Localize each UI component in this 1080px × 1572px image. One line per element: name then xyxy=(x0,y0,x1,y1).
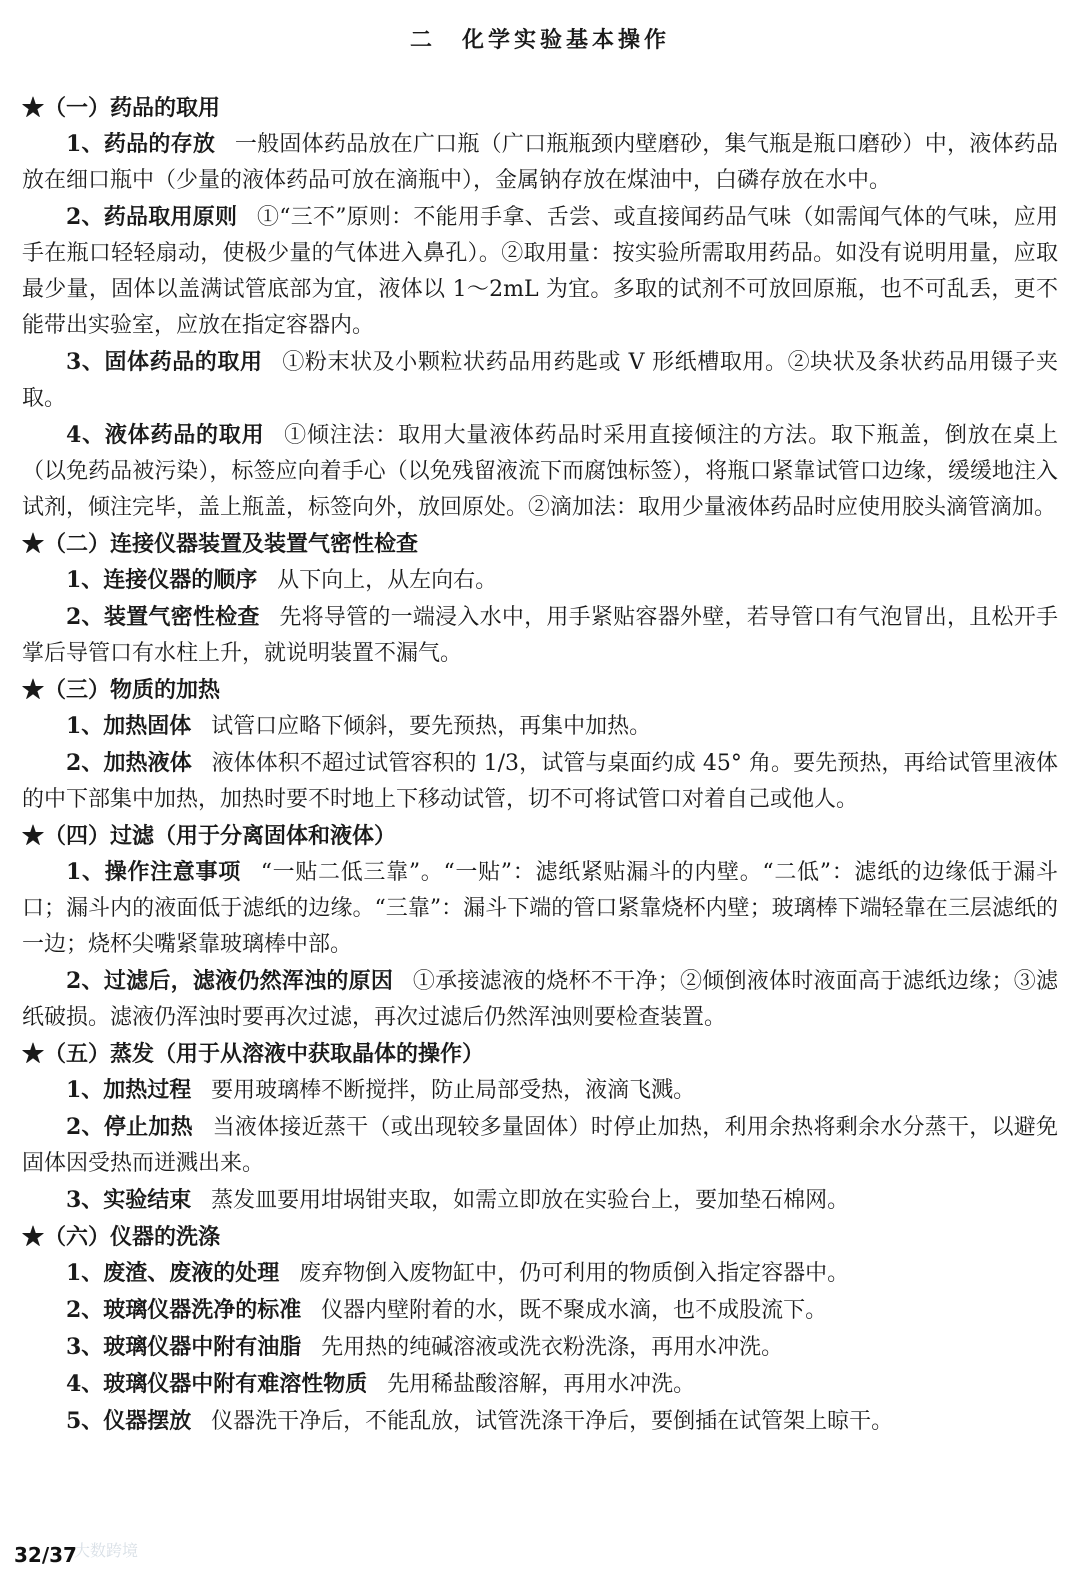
item-heading: 2、过滤后，滤液仍然浑浊的原因 xyxy=(66,968,394,994)
document-body xyxy=(22,90,1058,1440)
section-item xyxy=(22,745,1058,818)
item-text: 一般固体药品放在广口瓶（广口瓶瓶颈内壁磨砂，集气瓶是瓶口磨砂）中，液体药品放在细口瓶中（少量的液体药品可放在滴瓶中），金属钠存放在煤油中，白磷存放在水中。 xyxy=(22,132,1058,193)
section-heading: ★（一）药品的取用 xyxy=(22,95,221,121)
section-item xyxy=(22,1182,1058,1219)
section-item xyxy=(22,1292,1058,1329)
item-text: 液体体积不超过试管容积的 1/3，试管与桌面约成 45° 角。要先预热，再给试管里液体的中下部集中加热，加热时要不时地上下移动试管，切不可将试管口对着自己或他人。 xyxy=(22,751,1058,812)
item-heading: 3、实验结束 xyxy=(66,1187,192,1213)
section-item xyxy=(22,963,1058,1036)
item-text: ①粉末状及小颗粒状药品用药匙或 V 形纸槽取用。②块状及条状药品用镊子夹取。 xyxy=(22,350,1058,411)
item-heading: 2、装置气密性检查 xyxy=(66,604,260,630)
section-heading: ★（三）物质的加热 xyxy=(22,677,221,703)
item-heading: 4、玻璃仪器中附有难溶性物质 xyxy=(66,1371,368,1397)
item-text: ①倾注法：取用大量液体药品时采用直接倾注的方法。取下瓶盖，倒放在桌上（以免药品被污染），标签应向着手心（以免残留液流下而腐蚀标签），将瓶口紧靠试管口边缘，缓缓地注入试剂，倾注完毕，盖上瓶盖，标签向外，放回原处。②滴加法：取用少量液体药品时应使用胶头滴管滴加。 xyxy=(22,423,1058,520)
item-heading: 5、仪器摆放 xyxy=(66,1408,192,1434)
document-page xyxy=(22,18,1058,1440)
section-item xyxy=(22,126,1058,199)
section-item xyxy=(22,562,1058,599)
item-heading: 1、废渣、废液的处理 xyxy=(66,1260,280,1286)
section-item xyxy=(22,1109,1058,1182)
section-item xyxy=(22,599,1058,672)
item-text: 仪器洗干净后，不能乱放，试管洗涤干净后，要倒插在试管架上晾干。 xyxy=(211,1409,894,1434)
item-text: ①“三不”原则：不能用手拿、舌尝、或直接闻药品气味（如需闻气体的气味，应用手在瓶口轻轻扇动，使极少量的气体进入鼻孔）。②取用量：按实验所需取用药品。如没有说明用量，应取最少量，固体以盖满试管底部为宜，液体以 1～2mL 为宜。多取的试剂不可放回原瓶，也不可乱丢，更不能带出实验室，应放在指定容器内。 xyxy=(22,205,1058,338)
item-heading: 1、加热固体 xyxy=(66,713,192,739)
item-heading: 1、药品的存放 xyxy=(66,131,216,157)
item-heading: 1、连接仪器的顺序 xyxy=(66,567,258,593)
item-heading: 3、玻璃仪器中附有油脂 xyxy=(66,1334,302,1360)
item-text: 蒸发皿要用坩埚钳夹取，如需立即放在实验台上，要加垫石棉网。 xyxy=(211,1188,850,1213)
section-heading: ★（二）连接仪器装置及装置气密性检查 xyxy=(22,531,419,557)
item-text: 当液体接近蒸干（或出现较多量固体）时停止加热，利用余热将剩余水分蒸干，以避免固体因受热而迸溅出来。 xyxy=(22,1115,1058,1176)
section-item xyxy=(22,199,1058,344)
section-heading: ★（四）过滤（用于分离固体和液体） xyxy=(22,823,397,849)
item-heading: 2、加热液体 xyxy=(66,750,192,776)
item-text: 先用稀盐酸溶解，再用水冲洗。 xyxy=(387,1372,696,1397)
item-heading: 3、固体药品的取用 xyxy=(66,349,263,375)
section-item xyxy=(22,854,1058,963)
item-heading: 4、液体药品的取用 xyxy=(66,422,265,448)
item-text: 从下向上，从左向右。 xyxy=(277,568,498,593)
section-item xyxy=(22,1403,1058,1440)
item-text: 试管口应略下倾斜，要先预热，再集中加热。 xyxy=(211,714,652,739)
item-text: ①承接滤液的烧杯不干净；②倾倒液体时液面高于滤纸边缘；③滤纸破损。滤液仍浑浊时要再次过滤，再次过滤后仍然浑浊则要检查装置。 xyxy=(22,969,1058,1030)
section-item xyxy=(22,708,1058,745)
section-item xyxy=(22,1366,1058,1403)
item-text: 仪器内壁附着的水，既不聚成水滴，也不成股流下。 xyxy=(321,1298,828,1323)
page-footer xyxy=(14,1540,139,1570)
watermark-text: 大数跨境 xyxy=(74,1541,139,1560)
section-item xyxy=(22,1329,1058,1366)
section-item xyxy=(22,1255,1058,1292)
section-item xyxy=(22,344,1058,417)
section-heading: ★（五）蒸发（用于从溶液中获取晶体的操作） xyxy=(22,1041,485,1067)
item-heading: 2、玻璃仪器洗净的标准 xyxy=(66,1297,302,1323)
section-item xyxy=(22,417,1058,526)
item-text: 要用玻璃棒不断搅拌，防止局部受热，液滴飞溅。 xyxy=(211,1078,696,1103)
item-heading: 2、停止加热 xyxy=(66,1114,193,1140)
page-number: 32/37 xyxy=(14,1543,77,1567)
page-title: 二 化学实验基本操作 xyxy=(409,27,670,53)
item-text: “一贴二低三靠”。“一贴”：滤纸紧贴漏斗的内壁。“二低”：滤纸的边缘低于漏斗口；漏斗内的液面低于滤纸的边缘。“三靠”：漏斗下端的管口紧靠烧杯内壁；玻璃棒下端轻靠在三层滤纸的一边；烧杯尖嘴紧靠玻璃棒中部。 xyxy=(22,860,1058,957)
section-item xyxy=(22,1072,1058,1109)
item-heading: 1、加热过程 xyxy=(66,1077,192,1103)
item-heading: 2、药品取用原则 xyxy=(66,204,238,230)
section-heading: ★（六）仪器的洗涤 xyxy=(22,1224,221,1250)
item-text: 先将导管的一端浸入水中，用手紧贴容器外壁，若导管口有气泡冒出，且松开手掌后导管口有水柱上升，就说明装置不漏气。 xyxy=(22,605,1058,666)
item-text: 先用热的纯碱溶液或洗衣粉洗涤，再用水冲洗。 xyxy=(321,1335,784,1360)
item-text: 废弃物倒入废物缸中，仍可利用的物质倒入指定容器中。 xyxy=(299,1261,850,1286)
item-heading: 1、操作注意事项 xyxy=(66,859,241,885)
